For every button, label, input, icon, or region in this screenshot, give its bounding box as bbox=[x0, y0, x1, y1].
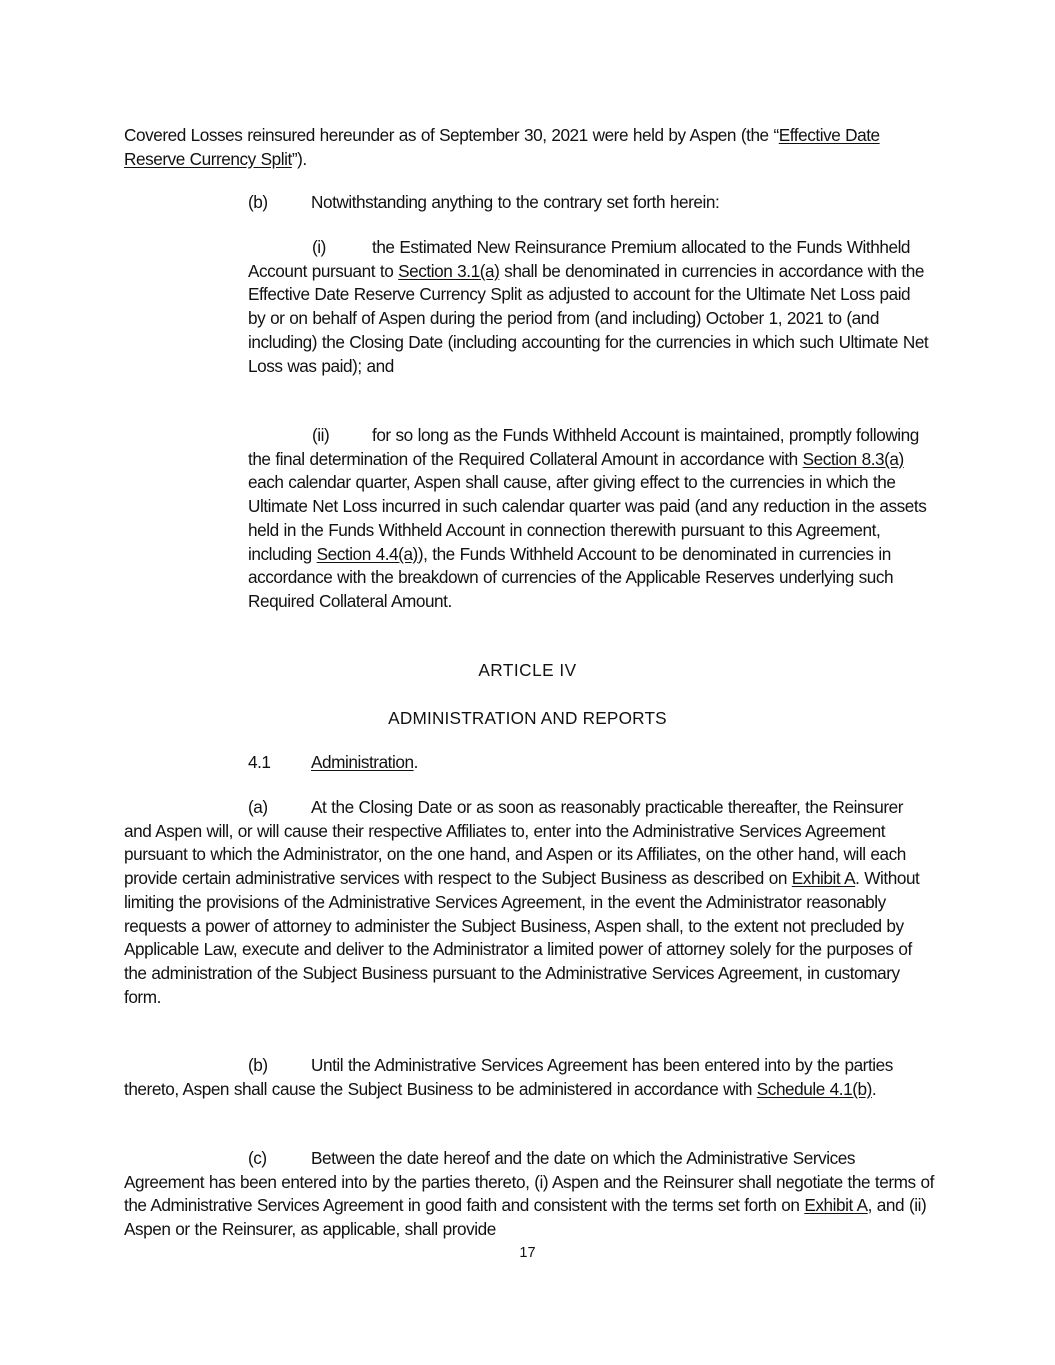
paragraph-b-until bbox=[124, 1054, 934, 1101]
section-title: Administration bbox=[311, 752, 414, 772]
clause-label: (a) bbox=[248, 797, 268, 817]
section-number: 4.1 bbox=[248, 752, 271, 772]
exhibit-reference: Exhibit A bbox=[804, 1195, 868, 1216]
clause-label: (b) bbox=[248, 1055, 268, 1075]
article-title: ADMINISTRATION AND REPORTS bbox=[388, 708, 667, 728]
paragraph-text: . bbox=[871, 1078, 877, 1099]
paragraph-text: Covered Losses reinsured hereunder as of September 30, 2021 were held by Aspen (the “ bbox=[124, 125, 779, 145]
paragraph-text: shall be denominated in currencies in accordance with the Effective Date Reserve Currency Split as adjusted to account for the Ultimate Net Loss paid by or on behalf of Aspen during the period from (and including) October 1, 2021 to (and including) the Closing Date (including accounting for the currencies in which such Ultimate Net Loss was paid); and bbox=[248, 260, 929, 376]
paragraph-text: Until the Administrative Services Agreement has been entered into by the parties thereto, Aspen shall cause the Subject Business to be administered in accordance with bbox=[124, 1055, 893, 1099]
clause-label: (b) bbox=[248, 192, 268, 212]
paragraph-ii-funds-withheld bbox=[248, 424, 932, 614]
defined-term: Effective Date Reserve Currency Split bbox=[124, 125, 880, 169]
paragraph-a-administration bbox=[124, 796, 934, 1009]
paragraph-reserve-currency-split bbox=[124, 124, 934, 171]
paragraph-text: , and (ii) Aspen or the Reinsurer, as applicable, shall provide bbox=[124, 1195, 927, 1240]
exhibit-reference: Exhibit A bbox=[791, 868, 856, 889]
clause-label: (c) bbox=[248, 1148, 267, 1168]
paragraph-text: Notwithstanding anything to the contrary set forth herein: bbox=[311, 192, 720, 212]
section-reference: Section 3.1(a) bbox=[398, 260, 500, 281]
paragraph-text: the Estimated New Reinsurance Premium allocated to the Funds Withheld Account pursuant to bbox=[248, 237, 911, 281]
section-4-1-heading bbox=[248, 751, 648, 775]
clause-label: (ii) bbox=[312, 425, 330, 445]
paragraph-text: . Without limiting the provisions of the Administrative Services Agreement, in the event the Administrator reasonably requests a power of attorney to administer the Subject Business, Aspen shall, to the extent not precluded by Applicable Law, execute and deliver to the Administrator a limited power of attorney solely for the purposes of the administration of the Subject Business pursuant to the Administrative Services Agreement, in customary form. bbox=[124, 868, 920, 1007]
page-number: 17 bbox=[519, 1245, 536, 1261]
section-reference: Section 8.3(a) bbox=[802, 448, 904, 469]
article-heading: ARTICLE IV bbox=[478, 660, 577, 680]
paragraph-text: At the Closing Date or as soon as reasonably practicable thereafter, the Reinsurer and Aspen will, or will cause their respective Affiliates to, enter into the Administrative Services Agreement pursuant to which the Administrator, on the one hand, and Aspen or its Affiliates, on the other hand, will each provide certain administrative services with respect to the Subject Business as described on bbox=[124, 797, 906, 889]
paragraph-text: ”). bbox=[291, 148, 307, 169]
paragraph-text: Between the date hereof and the date on which the Administrative Services Agreement has been entered into by the parties thereto, (i) Aspen and the Reinsurer shall negotiate the terms of the Administrative Services Agreement in good faith and consistent with the terms set forth on bbox=[124, 1148, 934, 1216]
paragraph-text: each calendar quarter, Aspen shall cause, after giving effect to the currencies in which the Ultimate Net Loss incurred in such calendar quarter was paid (and any reduction in the assets held in the Funds Withheld Account in connection therewith pursuant to this Agreement, including bbox=[248, 472, 927, 564]
paragraph-text: ), the Funds Withheld Account to be denominated in currencies in accordance with the breakdown of currencies of the Applicable Reserves underlying such Required Collateral Amount. bbox=[248, 543, 894, 611]
section-title-punctuation: . bbox=[413, 752, 418, 772]
paragraph-i-estimated-premium bbox=[248, 236, 930, 378]
clause-label: (i) bbox=[312, 237, 326, 257]
paragraph-b-notwithstanding bbox=[248, 191, 948, 215]
section-reference: Section 4.4(a) bbox=[316, 543, 418, 564]
paragraph-text: for so long as the Funds Withheld Account is maintained, promptly following the final determination of the Required Collateral Amount in accordance with bbox=[248, 425, 919, 469]
schedule-reference: Schedule 4.1(b) bbox=[756, 1078, 872, 1099]
paragraph-c-between bbox=[124, 1147, 934, 1242]
